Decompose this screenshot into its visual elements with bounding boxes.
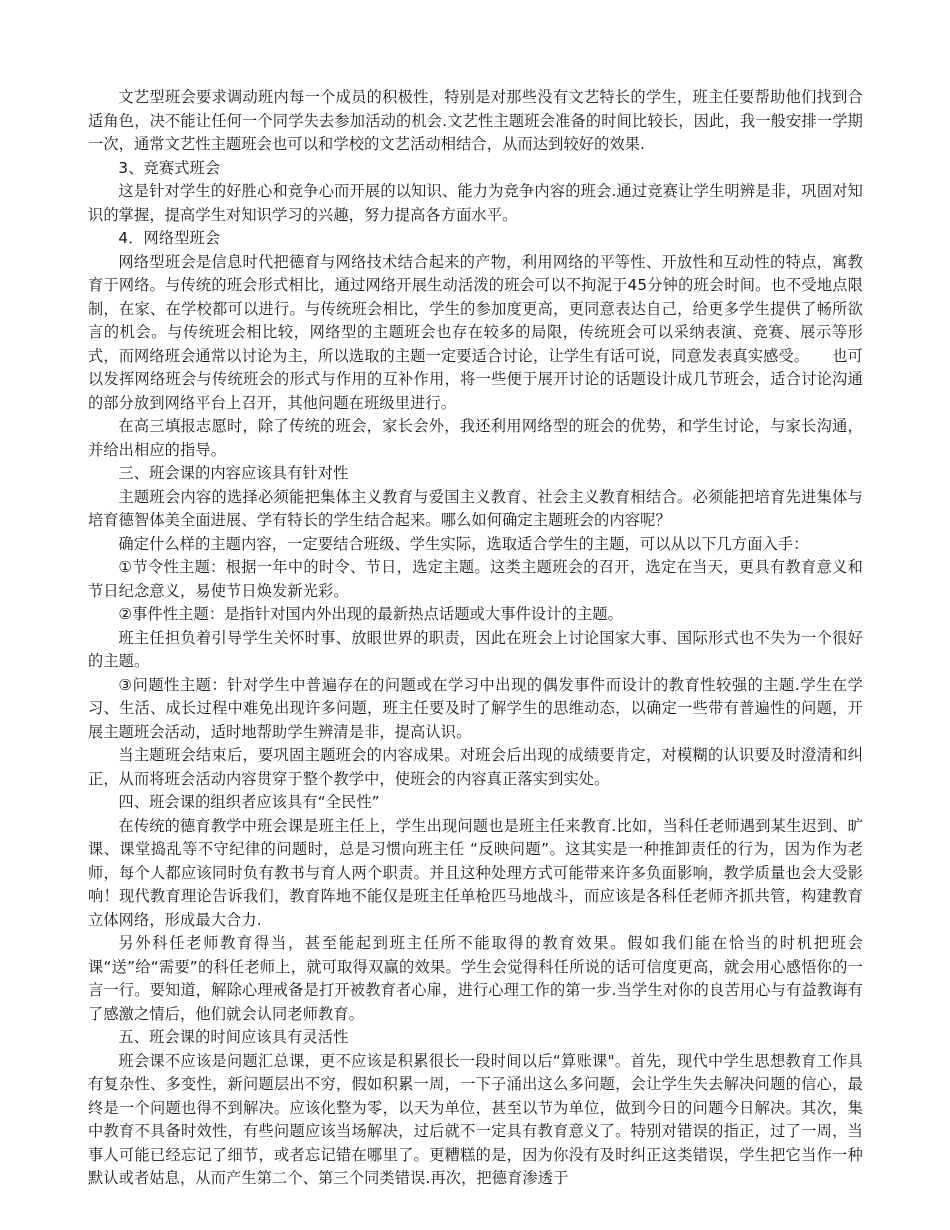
paragraph-senior-year-application: 在高三填报志愿时，除了传统的班会，家长会外，我还利用网络型的班会的优势，和学生讨论，与家长沟通，并给出相应的指导。 xyxy=(88,417,863,459)
heading-competition-class-meeting: 3、竞赛式班会 xyxy=(118,158,221,177)
paragraph-seasonal-theme: ①节令性主题：根据一年中的时令、节日，选定主题。这类主题班会的召开，选定在当天，更具有教育意义和节日纪念意义，易使节日焕发新光彩。 xyxy=(88,558,863,600)
paragraph-online-description: 网络型班会是信息时代把德育与网络技术结合起来的产物，利用网络的平等性、开放性和互动性的特点，寓教育于网络。与传统的班会形式相比，通过网络开展生动活泼的班会可以不拘泥于45分钟的班会时间。也不受地点限制，在家、在学校都可以进行。与传统班会相比，学生的参加度更高，更同意表达自己，给更多学生提供了畅所欲言的机会。与传统班会相比较，网络型的主题班会也存在较多的局限，传统班会可以采纳表演、竞赛、展示等形式，而网络班会通常以讨论为主，所以选取的主题一定要适合讨论，让学生有话可说，同意发表真实感受。 也可以发挥网络班会与传统班会的形式与作用的互补作用，将一些便于展开讨论的话题设计成几节班会，适合讨论沟通的部分放到网络平台上召开，其他问题在班级里进行。 xyxy=(88,252,863,412)
heading-online-class-meeting: 4．网络型班会 xyxy=(118,229,221,247)
paragraph-subject-teachers: 另外科任老师教育得当，甚至能起到班主任所不能取得的教育效果。假如我们能在恰当的时机把班会课“送”给“需要”的科任老师上，就可取得双赢的效果。学生会觉得科任所说的话可信度更高，就会用心感悟你的一言一行。要知道，解除心理戒备是打开被教育者心扉，进行心理工作的第一步.当学生对你的良苦用心与有益教诲有了感激之情后，他们就会认同老师教育。 xyxy=(88,934,863,1023)
paragraph-competition-description: 这是针对学生的好胜心和竞争心而开展的以知识、能力为竞争内容的班会.通过竞赛让学生明辨是非，巩固对知识的掌握，提高学生对知识学习的兴趣，努力提高各方面水平。 xyxy=(88,182,863,224)
heading-section-four: 四、班会课的组织者应该具有“全民性” xyxy=(118,793,380,811)
paragraph-event-theme: ②事件性主题：是指针对国内外出现的最新热点话题或大事件设计的主题。 xyxy=(118,605,623,623)
paragraph-traditional-education: 在传统的德育教学中班会课是班主任上，学生出现问题也是班主任来教育.比如，当科任老师遇到某生迟到、旷课、课堂捣乱等不守纪律的问题时，总是习惯向班主任 “反映问题”。这其实是一种推卸责任的行为，因为作为老师，每个人都应该同时负有教书与育人两个职责。并且这种处理方式可能带来许多负面影响，教学质量也会大受影响！现代教育理论告诉我们，教育阵地不能仅是班主任单枪匹马地战斗，而应该是各科任老师齐抓共管，构建教育立体网络，形成最大合力. xyxy=(88,816,863,929)
heading-section-five: 五、班会课的时间应该具有灵活性 xyxy=(118,1028,349,1046)
paragraph-arts-class-meeting: 文艺型班会要求调动班内每一个成员的积极性，特别是对那些没有文艺特长的学生，班主任要帮助他们找到合适角色，决不能让任何一个同学失去参加活动的机会.文艺性主题班会准备的时间比较长，因此，我一般安排一学期一次，通常文艺性主题班会也可以和学校的文艺活动相结合，从而达到较好的效果. xyxy=(88,88,863,153)
paragraph-theme-selection: 主题班会内容的选择必须能把集体主义教育与爱国主义教育、社会主义教育相结合。必须能把培育先进集体与培育德智体美全面进展、学有特长的学生结合起来。哪么如何确定主题班会的内容呢？ xyxy=(88,487,863,529)
paragraph-time-flexibility: 班会课不应该是问题汇总课，更不应该是积累很长一段时间以后“算账课"。首先，现代中学生思想教育工作具有复杂性、多变性，新问题层出不穷，假如积累一周，一下子涌出这么多问题，会让学生失去解决问题的信心，最终是一个问题也得不到解决。应该化整为零，以天为单位，甚至以节为单位，做到今日的问题今日解决。其次，集中教育不具备时效性，有些问题应该当场解决，过后就不一定具有教育意义了。特别对错误的指正，过了一周，当事人可能已经忘记了细节，或者忘记错在哪里了。更糟糕的是，因为你没有及时纠正这类错误，学生把它当作一种默认或者姑息，从而产生第二个、第三个同类错误.再次，把德育渗透于 xyxy=(88,1051,863,1187)
document-body xyxy=(88,86,863,1191)
paragraph-current-affairs: 班主任担负着引导学生关怀时事、放眼世界的职责，因此在班会上讨论国家大事、国际形式也不失为一个很好的主题。 xyxy=(88,628,863,670)
paragraph-problem-theme: ③问题性主题：针对学生中普遍存在的问题或在学习中出现的偶发事件而设计的教育性较强的主题.学生在学习、生活、成长过程中难免出现许多问题，班主任要及时了解学生的思维动态，以确定一些带有普遍性的问题，开展主题班会活动，适时地帮助学生辨清是非，提高认识。 xyxy=(88,675,863,741)
heading-section-three: 三、班会课的内容应该具有针对性 xyxy=(118,464,349,482)
paragraph-theme-approach: 确定什么样的主题内容，一定要结合班级、学生实际，选取适合学生的主题，可以从以下几方面入手： xyxy=(118,534,809,553)
paragraph-consolidate-results: 当主题班会结束后，要巩固主题班会的内容成果。对班会后出现的成绩要肯定，对模糊的认识要及时澄清和纠正，从而将班会活动内容贯穿于整个教学中，使班会的内容真正落实到实处。 xyxy=(88,746,863,788)
